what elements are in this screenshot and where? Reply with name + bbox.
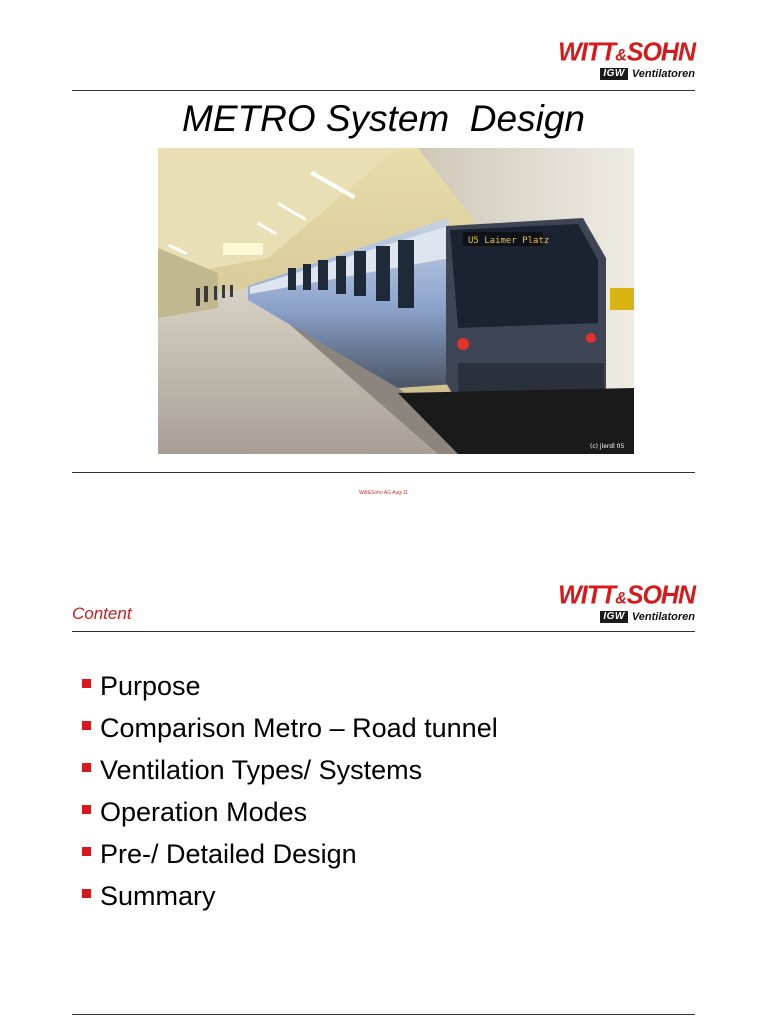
bottom-rule — [72, 1014, 695, 1015]
logo-brand: WITT&SOHN — [558, 37, 695, 67]
slide-title: METRO System Design — [182, 98, 585, 139]
header-rule — [72, 90, 695, 91]
list-item: Ventilation Types/ Systems — [82, 752, 498, 794]
witt-sohn-logo — [543, 37, 695, 84]
content-list — [82, 668, 498, 920]
bullet-square-icon — [82, 679, 91, 688]
logo-subtitle: Ventilatoren — [631, 68, 695, 80]
photo-credit: (c) jlerdl 05 — [590, 443, 625, 450]
igw-badge: IGW — [600, 68, 628, 80]
list-item: Purpose — [82, 668, 498, 710]
bullet-square-icon — [82, 721, 91, 730]
list-item: Operation Modes — [82, 794, 498, 836]
section-label: Content — [72, 604, 132, 623]
logo-subtitle: Ventilatoren — [631, 611, 695, 623]
list-item: Summary — [82, 878, 498, 920]
igw-badge: IGW — [600, 611, 628, 623]
footer-rule — [72, 472, 695, 473]
bullet-square-icon — [82, 847, 91, 856]
destination-sign: U5 Laimer Platz — [468, 236, 550, 246]
bullet-square-icon — [82, 889, 91, 898]
logo-brand: WITT&SOHN — [558, 580, 695, 610]
bullet-square-icon — [82, 763, 91, 772]
footer-note: Witt&Sohn AG Aug-11 — [359, 490, 408, 496]
list-item: Pre-/ Detailed Design — [82, 836, 498, 878]
metro-train-photo — [158, 148, 634, 454]
witt-sohn-logo-2 — [543, 580, 695, 627]
bullet-square-icon — [82, 805, 91, 814]
list-item: Comparison Metro – Road tunnel — [82, 710, 498, 752]
content-rule — [72, 631, 695, 632]
